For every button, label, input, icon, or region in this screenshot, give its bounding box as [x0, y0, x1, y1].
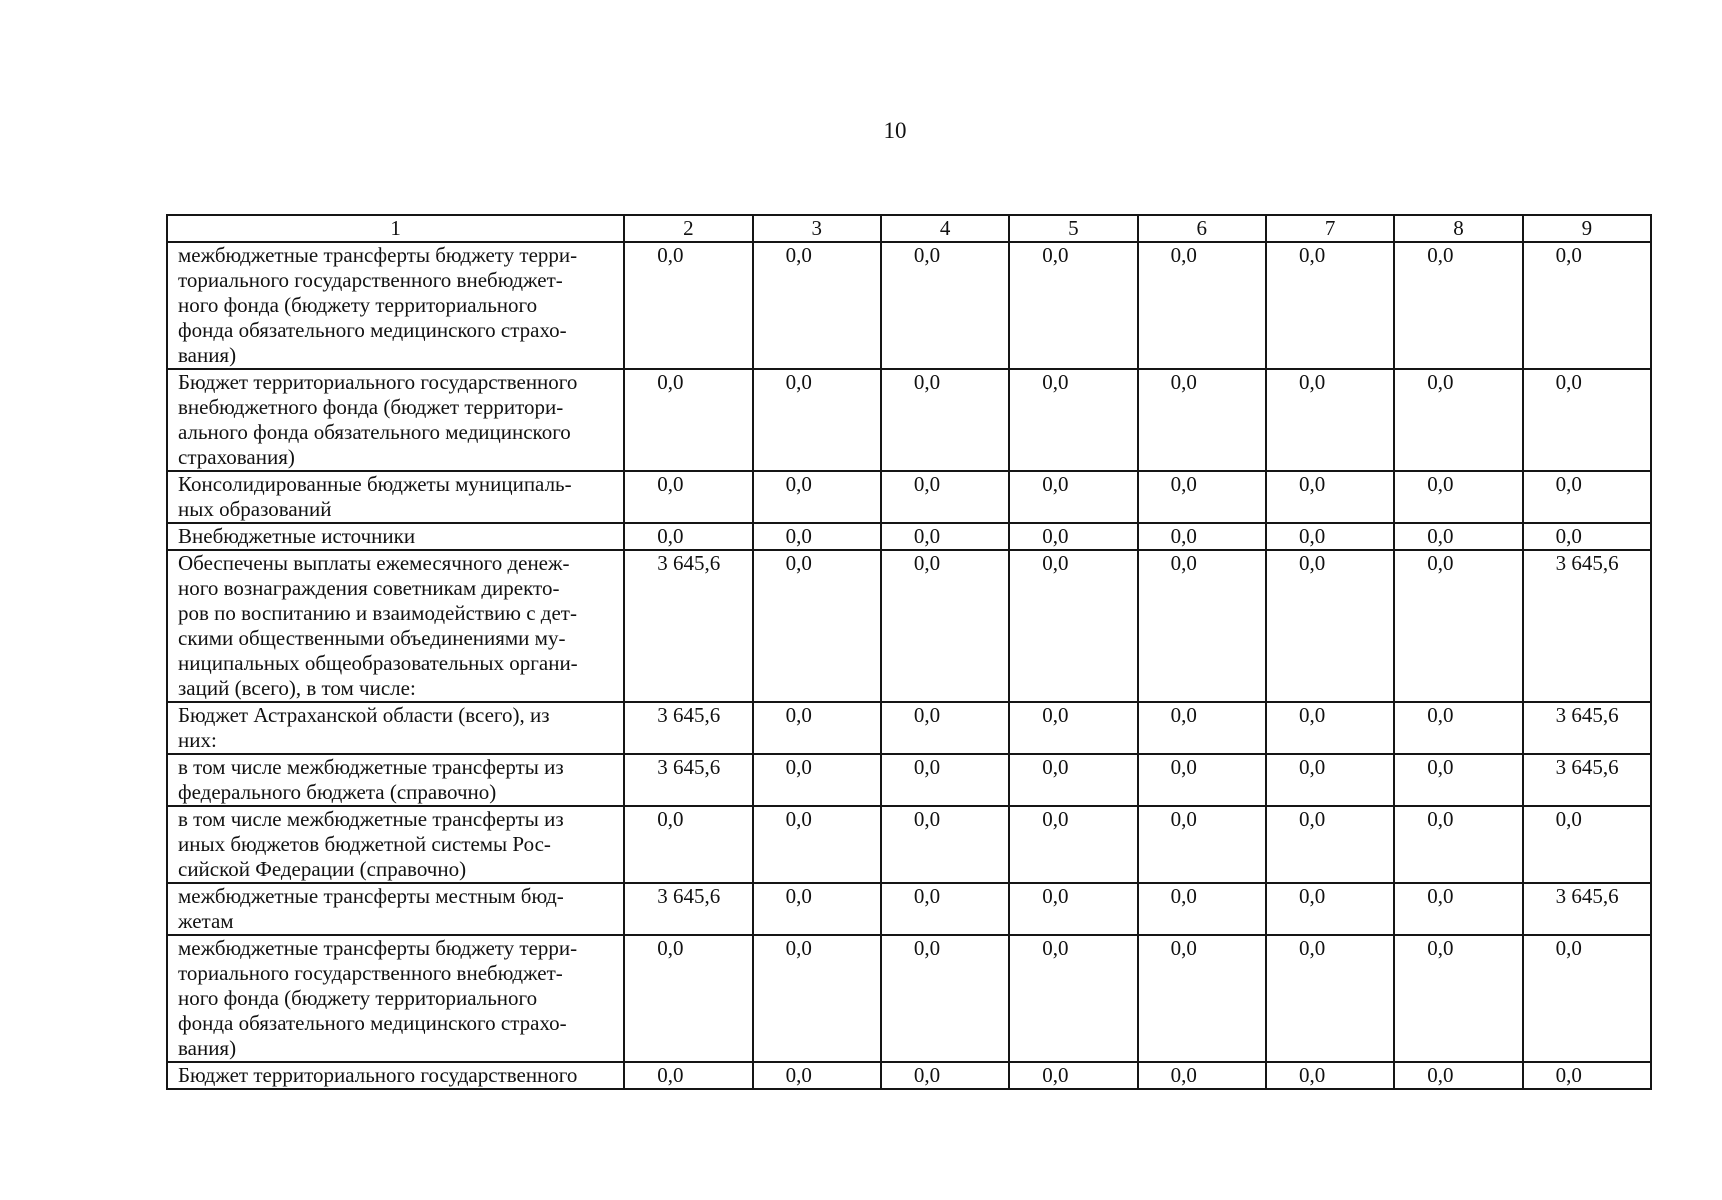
value-cell: 0,0	[1009, 883, 1137, 935]
value-cell: 0,0	[1009, 754, 1137, 806]
value-cell: 0,0	[1394, 471, 1522, 523]
value-cell: 3 645,6	[1523, 702, 1651, 754]
value-cell: 0,0	[1009, 702, 1137, 754]
value-cell: 0,0	[1266, 806, 1394, 883]
table-row	[167, 883, 1651, 935]
header-cell: 4	[881, 215, 1009, 242]
value-cell: 0,0	[624, 523, 752, 550]
value-cell: 0,0	[1138, 242, 1266, 369]
value-cell: 0,0	[1009, 1062, 1137, 1089]
table-header	[167, 215, 1651, 242]
value-cell: 0,0	[881, 883, 1009, 935]
value-cell: 0,0	[1009, 806, 1137, 883]
value-cell: 0,0	[753, 550, 881, 702]
row-label-cell: межбюджетные трансферты бюджету терри- ториального государственного внебюджет- ного фонда (бюджету территориального фонда обязательного медицинского страхо- вания)	[167, 935, 624, 1062]
table-row	[167, 754, 1651, 806]
budget-table-container	[166, 214, 1652, 1090]
value-cell: 0,0	[1138, 550, 1266, 702]
value-cell: 0,0	[1138, 806, 1266, 883]
value-cell: 0,0	[1523, 1062, 1651, 1089]
table-row	[167, 523, 1651, 550]
value-cell: 0,0	[881, 754, 1009, 806]
row-label-cell: Консолидированные бюджеты муниципаль- ных образований	[167, 471, 624, 523]
value-cell: 0,0	[1394, 523, 1522, 550]
page-number: 10	[883, 118, 907, 143]
row-label-cell: в том числе межбюджетные трансферты из иных бюджетов бюджетной системы Рос- сийской Федерации (справочно)	[167, 806, 624, 883]
value-cell: 0,0	[1266, 702, 1394, 754]
value-cell: 0,0	[1266, 754, 1394, 806]
table-row	[167, 1062, 1651, 1089]
value-cell: 0,0	[1266, 369, 1394, 471]
value-cell: 3 645,6	[624, 754, 752, 806]
value-cell: 0,0	[1394, 883, 1522, 935]
value-cell: 3 645,6	[624, 883, 752, 935]
value-cell: 0,0	[1266, 1062, 1394, 1089]
value-cell: 0,0	[753, 471, 881, 523]
value-cell: 0,0	[1009, 550, 1137, 702]
table-row	[167, 702, 1651, 754]
value-cell: 0,0	[753, 242, 881, 369]
row-label-cell: межбюджетные трансферты бюджету терри- ториального государственного внебюджет- ного фонда (бюджету территориального фонда обязательного медицинского страхо- вания)	[167, 242, 624, 369]
table-row	[167, 369, 1651, 471]
value-cell: 0,0	[1266, 550, 1394, 702]
table-body	[167, 242, 1651, 1089]
table-row	[167, 935, 1651, 1062]
value-cell: 0,0	[881, 523, 1009, 550]
value-cell: 0,0	[1394, 935, 1522, 1062]
value-cell: 0,0	[881, 471, 1009, 523]
value-cell: 0,0	[1138, 1062, 1266, 1089]
table-row	[167, 242, 1651, 369]
value-cell: 0,0	[753, 523, 881, 550]
value-cell: 0,0	[1523, 935, 1651, 1062]
value-cell: 0,0	[881, 935, 1009, 1062]
value-cell: 0,0	[1138, 883, 1266, 935]
value-cell: 0,0	[1009, 369, 1137, 471]
value-cell: 0,0	[1138, 369, 1266, 471]
value-cell: 0,0	[1266, 935, 1394, 1062]
row-label-cell: Бюджет Астраханской области (всего), из них:	[167, 702, 624, 754]
value-cell: 0,0	[1394, 806, 1522, 883]
header-cell: 2	[624, 215, 752, 242]
value-cell: 0,0	[1009, 242, 1137, 369]
value-cell: 0,0	[753, 754, 881, 806]
header-cell: 5	[1009, 215, 1137, 242]
value-cell: 0,0	[1523, 806, 1651, 883]
value-cell: 0,0	[1138, 523, 1266, 550]
value-cell: 0,0	[881, 242, 1009, 369]
value-cell: 0,0	[624, 471, 752, 523]
value-cell: 0,0	[753, 883, 881, 935]
row-label-cell: Бюджет территориального государственного	[167, 1062, 624, 1089]
header-row	[167, 215, 1651, 242]
value-cell: 0,0	[1523, 242, 1651, 369]
budget-table	[166, 214, 1652, 1090]
value-cell: 0,0	[1009, 523, 1137, 550]
value-cell: 0,0	[881, 1062, 1009, 1089]
row-label-cell: Бюджет территориального государственного внебюджетного фонда (бюджет территори- ального фонда обязательного медицинского страхования)	[167, 369, 624, 471]
value-cell: 0,0	[624, 806, 752, 883]
value-cell: 0,0	[1394, 702, 1522, 754]
value-cell: 0,0	[1394, 369, 1522, 471]
value-cell: 0,0	[1394, 242, 1522, 369]
value-cell: 3 645,6	[624, 550, 752, 702]
row-label-cell: Обеспечены выплаты ежемесячного денеж- ного вознаграждения советникам директо- ров по воспитанию и взаимодействию с дет- скими общественными объединениями му- ниципальных общеобразовательных органи- заций (всего), в том числе:	[167, 550, 624, 702]
table-row	[167, 471, 1651, 523]
header-cell: 3	[753, 215, 881, 242]
value-cell: 0,0	[1266, 523, 1394, 550]
value-cell: 0,0	[881, 702, 1009, 754]
value-cell: 0,0	[1138, 754, 1266, 806]
value-cell: 0,0	[1138, 471, 1266, 523]
value-cell: 0,0	[881, 369, 1009, 471]
value-cell: 0,0	[1394, 550, 1522, 702]
header-cell: 9	[1523, 215, 1651, 242]
value-cell: 0,0	[881, 550, 1009, 702]
value-cell: 3 645,6	[1523, 754, 1651, 806]
value-cell: 0,0	[1138, 935, 1266, 1062]
value-cell: 0,0	[1009, 935, 1137, 1062]
table-row	[167, 806, 1651, 883]
value-cell: 0,0	[1266, 242, 1394, 369]
row-label-cell: Внебюджетные источники	[167, 523, 624, 550]
value-cell: 0,0	[1009, 471, 1137, 523]
value-cell: 0,0	[1394, 754, 1522, 806]
value-cell: 0,0	[1266, 471, 1394, 523]
row-label-cell: в том числе межбюджетные трансферты из федерального бюджета (справочно)	[167, 754, 624, 806]
header-cell: 8	[1394, 215, 1522, 242]
header-cell: 6	[1138, 215, 1266, 242]
value-cell: 0,0	[624, 935, 752, 1062]
value-cell: 0,0	[1523, 471, 1651, 523]
value-cell: 0,0	[624, 369, 752, 471]
value-cell: 0,0	[753, 1062, 881, 1089]
value-cell: 0,0	[753, 806, 881, 883]
value-cell: 0,0	[624, 1062, 752, 1089]
value-cell: 3 645,6	[1523, 550, 1651, 702]
value-cell: 0,0	[624, 242, 752, 369]
value-cell: 0,0	[753, 935, 881, 1062]
value-cell: 0,0	[753, 702, 881, 754]
value-cell: 0,0	[881, 806, 1009, 883]
header-cell: 1	[167, 215, 624, 242]
value-cell: 3 645,6	[1523, 883, 1651, 935]
table-row	[167, 550, 1651, 702]
value-cell: 0,0	[1523, 523, 1651, 550]
value-cell: 0,0	[1394, 1062, 1522, 1089]
value-cell: 0,0	[1266, 883, 1394, 935]
header-cell: 7	[1266, 215, 1394, 242]
value-cell: 0,0	[1523, 369, 1651, 471]
row-label-cell: межбюджетные трансферты местным бюд- жетам	[167, 883, 624, 935]
value-cell: 3 645,6	[624, 702, 752, 754]
value-cell: 0,0	[753, 369, 881, 471]
value-cell: 0,0	[1138, 702, 1266, 754]
